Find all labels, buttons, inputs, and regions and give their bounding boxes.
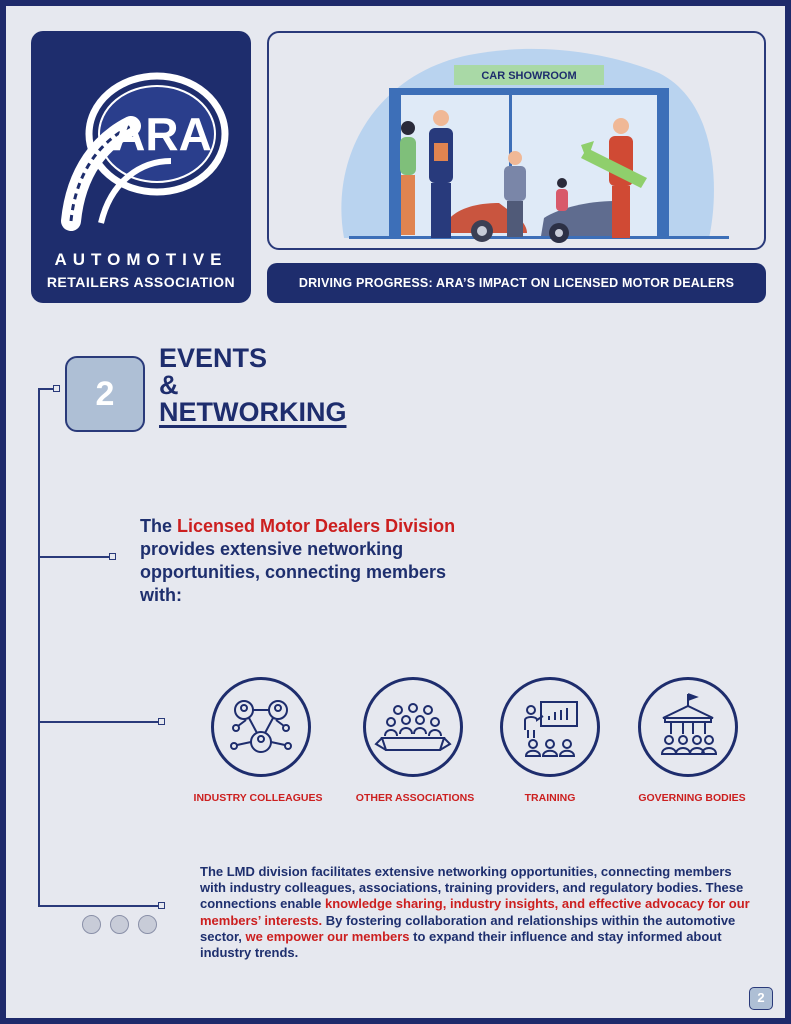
paragraph-highlight: knowledge sharing, industry insights, and effective advocacy for our members’ interests.: [200, 896, 750, 928]
section-title-line1: EVENTS: [159, 343, 268, 373]
ara-logo: [31, 31, 251, 303]
government-building-icon: [638, 677, 738, 777]
pagination-dot: [138, 915, 157, 934]
timeline-branch: [38, 721, 160, 723]
intro-part2: provides extensive networking opportunities, connecting members with:: [140, 539, 447, 605]
group-icon: [363, 677, 463, 777]
intro-text: [140, 515, 470, 607]
timeline-node: [109, 553, 116, 560]
timeline-branch: [38, 905, 160, 907]
paragraph-text: The LMD division facilitates extensive networking opportunities, connecting members with industry colleagues, associations, training providers, and regulatory bodies. These connections enable: [200, 864, 744, 912]
pagination-dot: [110, 915, 129, 934]
icon-label-governing-bodies: GOVERNING BODIES: [638, 792, 746, 804]
section-title: [159, 345, 346, 426]
icon-label-training: TRAINING: [524, 792, 576, 804]
paragraph-text: By fostering collaboration and relationships within the automotive sector,: [200, 912, 736, 944]
showroom-illustration: [267, 31, 766, 250]
icon-label-other-associations: OTHER ASSOCIATIONS: [355, 792, 475, 804]
paragraph-highlight: we empower our members: [245, 928, 410, 944]
pagination-dot: [82, 915, 101, 934]
section-title-line3: NETWORKING: [159, 397, 347, 427]
page-number: 2: [749, 987, 773, 1010]
logo-text-retailers: RETAILERS ASSOCIATION: [46, 274, 236, 290]
timeline-node: [158, 718, 165, 725]
page-banner: DRIVING PROGRESS: ARA’S IMPACT ON LICENSED MOTOR DEALERS: [267, 263, 766, 303]
timeline-node: [53, 385, 60, 392]
intro-part1: The: [140, 516, 178, 536]
paragraph-text: to expand their influence and stay informed about industry trends.: [200, 928, 722, 961]
timeline-line: [38, 388, 40, 907]
timeline-branch: [38, 556, 111, 558]
timeline-node: [158, 902, 165, 909]
intro-highlight: Licensed Motor Dealers Division: [177, 516, 456, 536]
logo-text-automotive: AUTOMOTIVE: [54, 250, 228, 269]
presentation-icon: [500, 677, 600, 777]
icon-label-industry-colleagues: INDUSTRY COLLEAGUES: [193, 792, 323, 804]
section-title-line2: &: [159, 370, 179, 400]
svg-text:ARA: ARA: [112, 108, 212, 160]
network-people-icon: [211, 677, 311, 777]
showroom-sign: CAR SHOWROOM: [481, 70, 577, 82]
body-paragraph: [200, 864, 760, 961]
ara-logo-mark-icon: [31, 31, 251, 251]
section-number-badge: 2: [65, 356, 145, 432]
